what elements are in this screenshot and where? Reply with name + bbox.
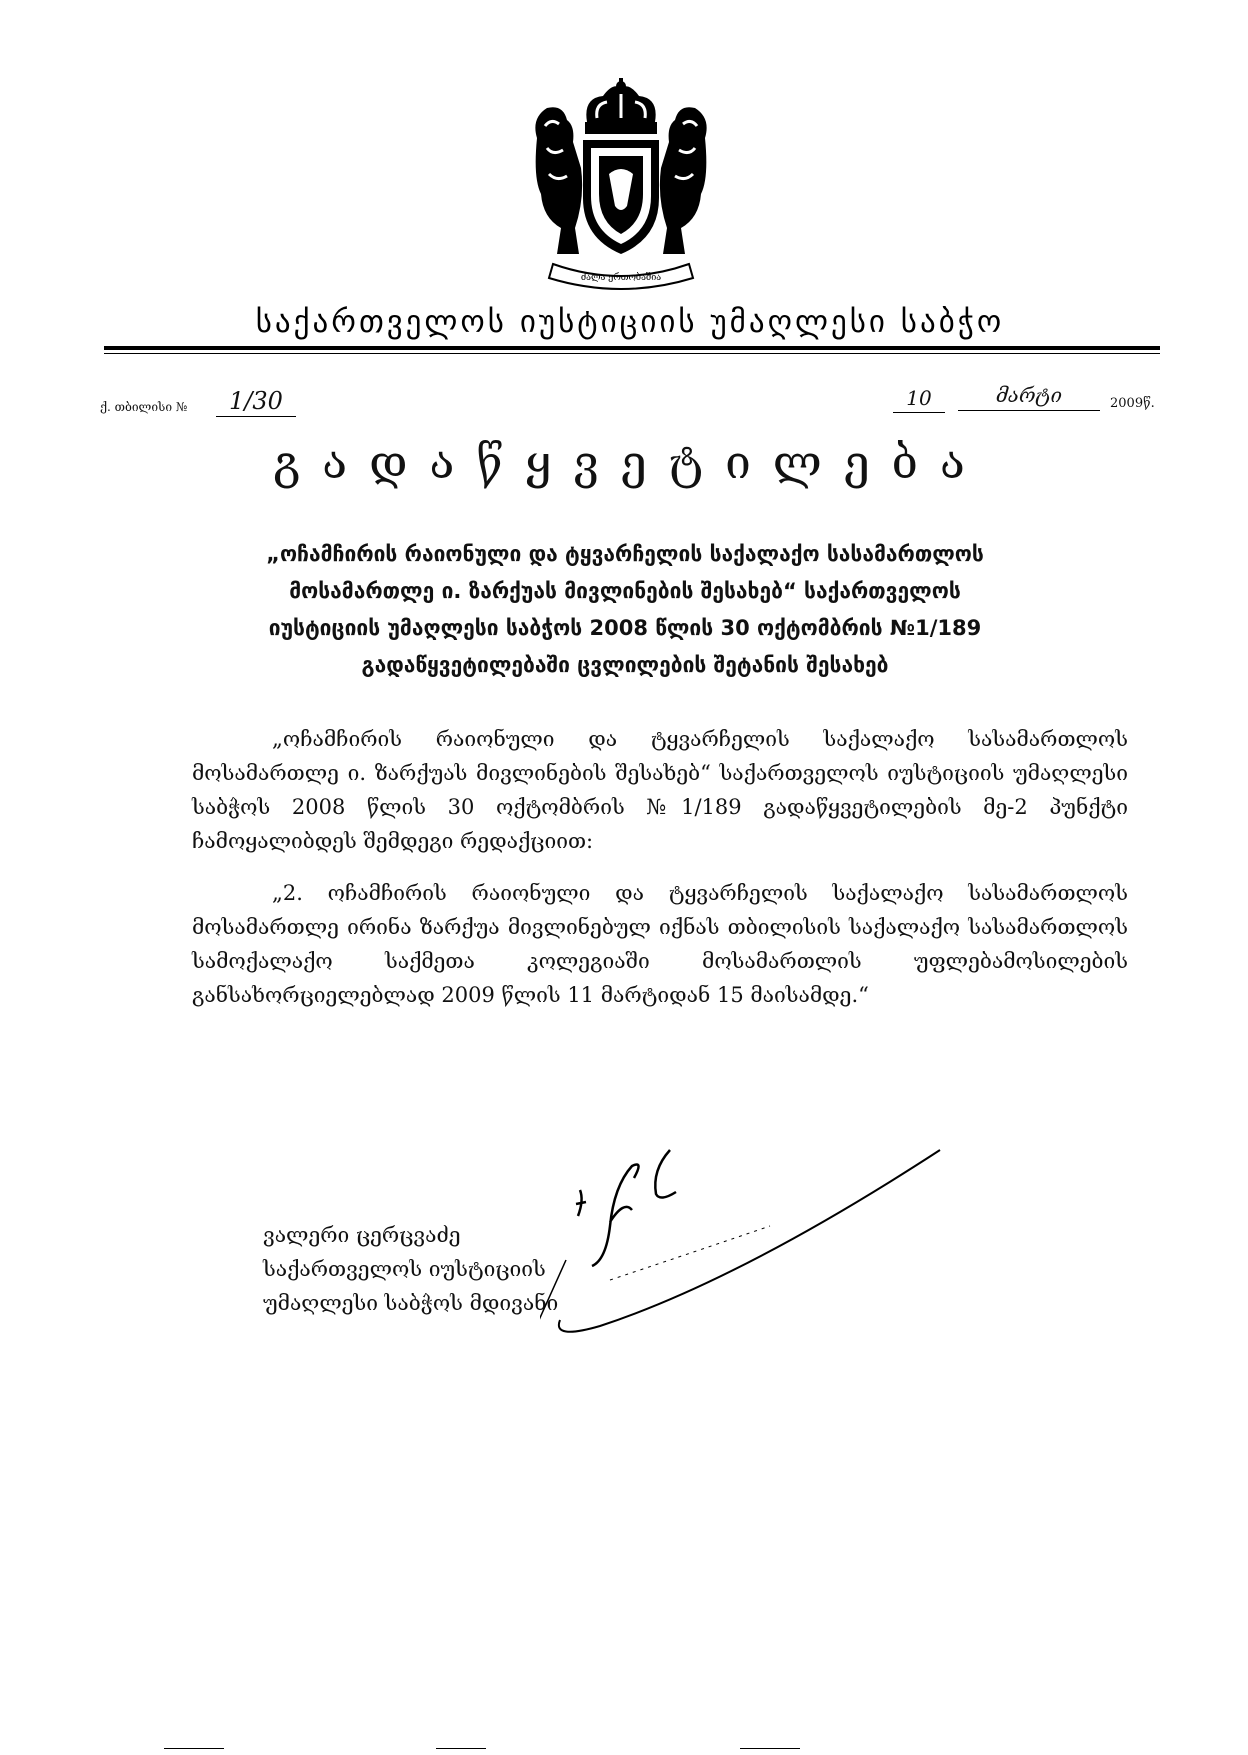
signer-position-line-1: საქართველოს იუსტიციის [263, 1257, 546, 1281]
coat-of-arms-emblem [523, 78, 719, 290]
date-year: 2009წ. [1110, 396, 1155, 411]
lion-right-icon [660, 107, 707, 254]
signer-position-line-2: უმაღლესი საბჭოს მდივანი [263, 1291, 559, 1315]
lion-left-icon [535, 107, 582, 254]
footer-mark-2 [436, 1748, 486, 1749]
footer-mark-3 [740, 1748, 800, 1749]
registry-number: 1/30 [216, 386, 296, 417]
header-rule-thick [104, 346, 1160, 350]
organization-title: საქართველოს იუსტიციის უმაღლესი საბჭო [255, 304, 1005, 340]
header-rule-thin [104, 353, 1160, 354]
body-paragraph-2: „2. ოჩამჩირის რაიონული და ტყვარჩელის საქალაქო სასამართლოს მოსამართლე ირინა ზარქუა მივლინებულ იქნას თბილისის საქალაქო სასამართლოს სამოქალაქო საქმეთა კოლეგიაში მოსამართლის უფლებამოსილების განსახორციელებლად 2009 წლის 11 მარტიდან 15 მაისამდე.“ [192, 881, 1128, 1007]
body-paragraph-1: „ოჩამჩირის რაიონული და ტყვარჩელის საქალაქო სასამართლოს მოსამართლე ი. ზარქუას მივლინების შესახებ“ საქართველოს იუსტიციის უმაღლესი საბჭოს 2008 წლის 30 ოქტომბრის №1/189 გადაწყვეტილების მე-2 პუნქტი ჩამოყალიბდეს შემდეგი რედაქციით: [192, 727, 1128, 853]
date-day: 10 [893, 384, 945, 413]
registry-label: ქ. თბილისი № [100, 400, 188, 414]
footer-mark-1 [164, 1748, 224, 1749]
signer-block [263, 1218, 563, 1320]
date-month: მარტი [958, 380, 1100, 411]
emblem-motto: ძალა ერთობაშია [580, 273, 662, 283]
handwritten-signature [540, 1130, 960, 1350]
crown-icon [585, 78, 657, 134]
signer-name: ვალერი ცერცვაძე [263, 1223, 461, 1247]
document-subject: „ოჩამჩირის რაიონული და ტყვარჩელის საქალაქო სასამართლოს მოსამართლე ი. ზარქუას მივლინების შესახებ“ საქართველოს იუსტიციის უმაღლესი საბჭოს 2008 წლის 30 ოქტომბრის №1/189 გადაწყვეტილებაში ცვლილების შეტანის შესახებ [266, 542, 984, 677]
document-title: გადაწყვეტილება [273, 435, 987, 489]
